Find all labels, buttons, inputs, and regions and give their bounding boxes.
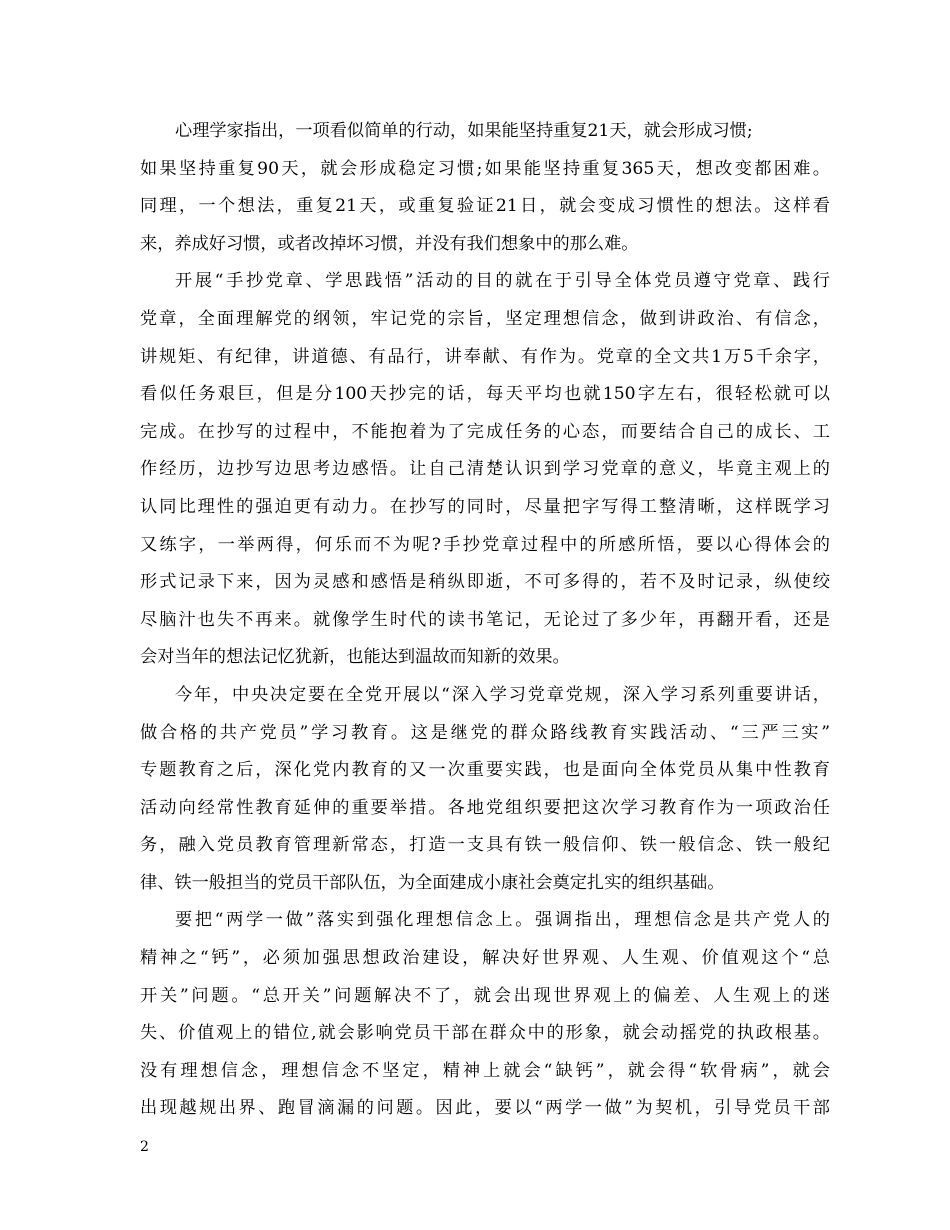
text-line: 讲规矩、有纪律，讲道德、有品行，讲奉献、有作为。党章的全文共1万5千余字， — [140, 346, 830, 367]
text-line: 专题教育之后，深化党内教育的又一次重要实践，也是面向全体党员从集中性教育 — [140, 760, 830, 781]
text-line: 开展“手抄党章、学思践悟”活动的目的就在于引导全体党员遵守党章、践行 — [175, 271, 830, 292]
text-line: 党章，全面理解党的纲领，牢记党的宗旨，坚定理想信念，做到讲政治、有信念， — [140, 308, 830, 329]
text-line: 会对当年的想法记忆犹新，也能达到温故而知新的效果。 — [140, 647, 570, 668]
text-line: 精神之“钙”，必须加强思想政治建设，解决好世界观、人生观、价值观这个“总 — [140, 948, 830, 969]
text-line: 形式记录下来，因为灵感和感悟是稍纵即逝，不可多得的，若不及时记录，纵使绞 — [140, 572, 830, 593]
text-line: 尽脑汁也失不再来。就像学生时代的读书笔记，无论过了多少年，再翻开看，还是 — [140, 609, 830, 630]
text-line: 作经历，边抄写边思考边感悟。让自己清楚认识到学习党章的意义，毕竟主观上的 — [140, 459, 830, 480]
text-line: 出现越规出界、跑冒滴漏的问题。因此，要以“两学一做”为契机，引导党员干部 — [140, 1098, 830, 1119]
text-line: 来，养成好习惯，或者改掉坏习惯，并没有我们想象中的那么难。 — [140, 233, 639, 254]
text-line: 又练字，一举两得，何乐而不为呢?手抄党章过程中的所感所悟，要以心得体会的 — [140, 534, 830, 555]
text-line: 心理学家指出，一项看似简单的行动，如果能坚持重复21天，就会形成习惯; — [175, 121, 753, 141]
text-line: 同理，一个想法，重复21天，或重复验证21日，就会变成习惯性的想法。这样看 — [140, 196, 830, 217]
text-line: 活动向经常性教育延伸的重要举措。各地党组织要把这次学习教育作为一项政治任 — [140, 797, 830, 818]
text-line: 今年，中央决定要在全党开展以“深入学习党章党规，深入学习系列重要讲话， — [175, 684, 830, 705]
text-line: 做合格的共产党员”学习教育。这是继党的群众路线教育实践活动、“三严三实” — [140, 722, 830, 743]
body-text — [140, 113, 830, 1128]
page-number: 2 — [140, 1139, 149, 1155]
text-line: 如果坚持重复90天，就会形成稳定习惯;如果能坚持重复365天，想改变都困难。 — [140, 158, 830, 179]
text-line: 开关”问题。“总开关”问题解决不了，就会出现世界观上的偏差、人生观上的迷 — [140, 985, 830, 1006]
text-line: 完成。在抄写的过程中，不能抱着为了完成任务的心态，而要结合自己的成长、工 — [140, 421, 830, 442]
text-line: 律、铁一般担当的党员干部队伍，为全面建成小康社会奠定扎实的组织基础。 — [140, 872, 725, 893]
text-line: 失、价值观上的错位,就会影响党员干部在群众中的形象，就会动摇党的执政根基。 — [140, 1023, 830, 1044]
text-line: 看似任务艰巨，但是分100天抄完的话，每天平均也就150字左右，很轻松就可以 — [140, 384, 830, 405]
text-line: 要把“两学一做”落实到强化理想信念上。强调指出，理想信念是共产党人的 — [175, 910, 830, 931]
text-line: 没有理想信念，理想信念不坚定，精神上就会“缺钙”，就会得“软骨病”，就会 — [140, 1060, 830, 1081]
text-line: 务，融入党员教育管理新常态，打造一支具有铁一般信仰、铁一般信念、铁一般纪 — [140, 835, 830, 856]
text-line: 认同比理性的强迫更有动力。在抄写的同时，尽量把字写得工整清晰，这样既学习 — [140, 496, 830, 517]
